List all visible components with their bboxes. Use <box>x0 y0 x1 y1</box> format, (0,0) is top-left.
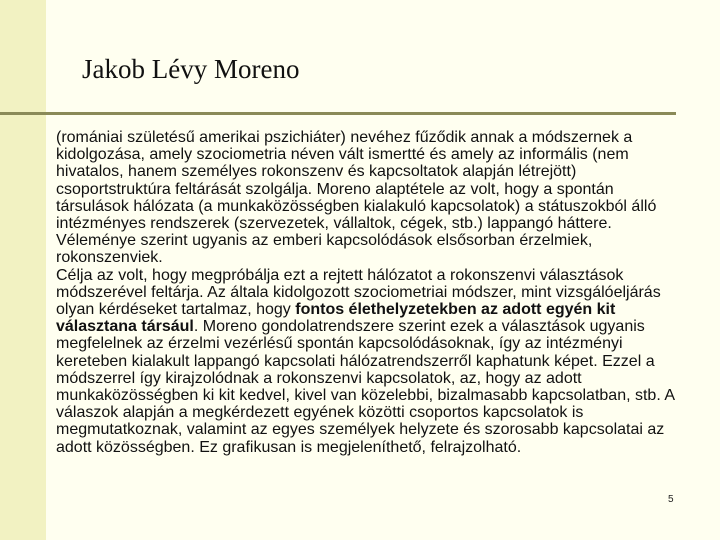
paragraph-2-bold-phrase: fontos élethelyzetekben az adott egyén kit választana társául <box>56 301 616 336</box>
slide-title: Jakob Lévy Moreno <box>82 54 300 84</box>
slide-number: 5 <box>668 494 674 505</box>
slide-body <box>56 129 686 456</box>
left-decorative-bar <box>0 0 46 540</box>
title-underline-rule <box>0 112 676 115</box>
paragraph-2-text-a: Célja az volt, hogy megpróbálja ezt a rejtett hálózatot a rokonszenvi választások módszerével feltárja. Az általa kidolgozott szociometriai módszer, mint vizsgálóeljárás olyan kérdéseket tartalmaz, hogy <box>56 266 661 319</box>
paragraph-1: (romániai születésű amerikai pszichiáter) nevéhez fűződik annak a módszernek a kidolgozása, amely szociometria néven vált ismertté és amely az informális (nem hivatalos, hanem személyes rokonszenv és kapcsoltatok alapján létrejött) csoportstruktúra feltárását szolgálja. Moreno alaptétele az volt, hogy a spontán társulások hálózata (a munkaközösségben kialakuló kapcsolatok) a státuszokból álló intézményes rendszerek (szervezetek, vállaltok, cégek, stb.) lappangó háttere. Véleménye szerint ugyanis az emberi kapcsolódások elsősorban érzelmiek, rokonszenviek. <box>56 129 657 267</box>
paragraph-2-text-b: . Moreno gondolatrendszere szerint ezek a választások ugyanis megfelelnek az érzelmi vezérlésű spontán kapcsolódásoknak, így az intézményi kereteben kialakult lappangó kapcsolati hálózatrendszerről kaphatunk képet. Ezzel a módszerrel így kirajzolódnak a rokonszenvi kapcsolatok, az, hogy az adott munkaközösségben ki kit kedvel, kivel van közelebbi, bizalmasabb kapcsolatban, stb. A válaszok alapján a megkérdezett egyének közötti csoportos kapcsolatok is megmutatkoznak, valamint az egyes személyek helyzete és szorosabb kapcsolatai az adott közösségben. Ez grafikusan is megjeleníthető, felrajzolható. <box>56 318 675 456</box>
paragraph-2 <box>56 267 686 456</box>
